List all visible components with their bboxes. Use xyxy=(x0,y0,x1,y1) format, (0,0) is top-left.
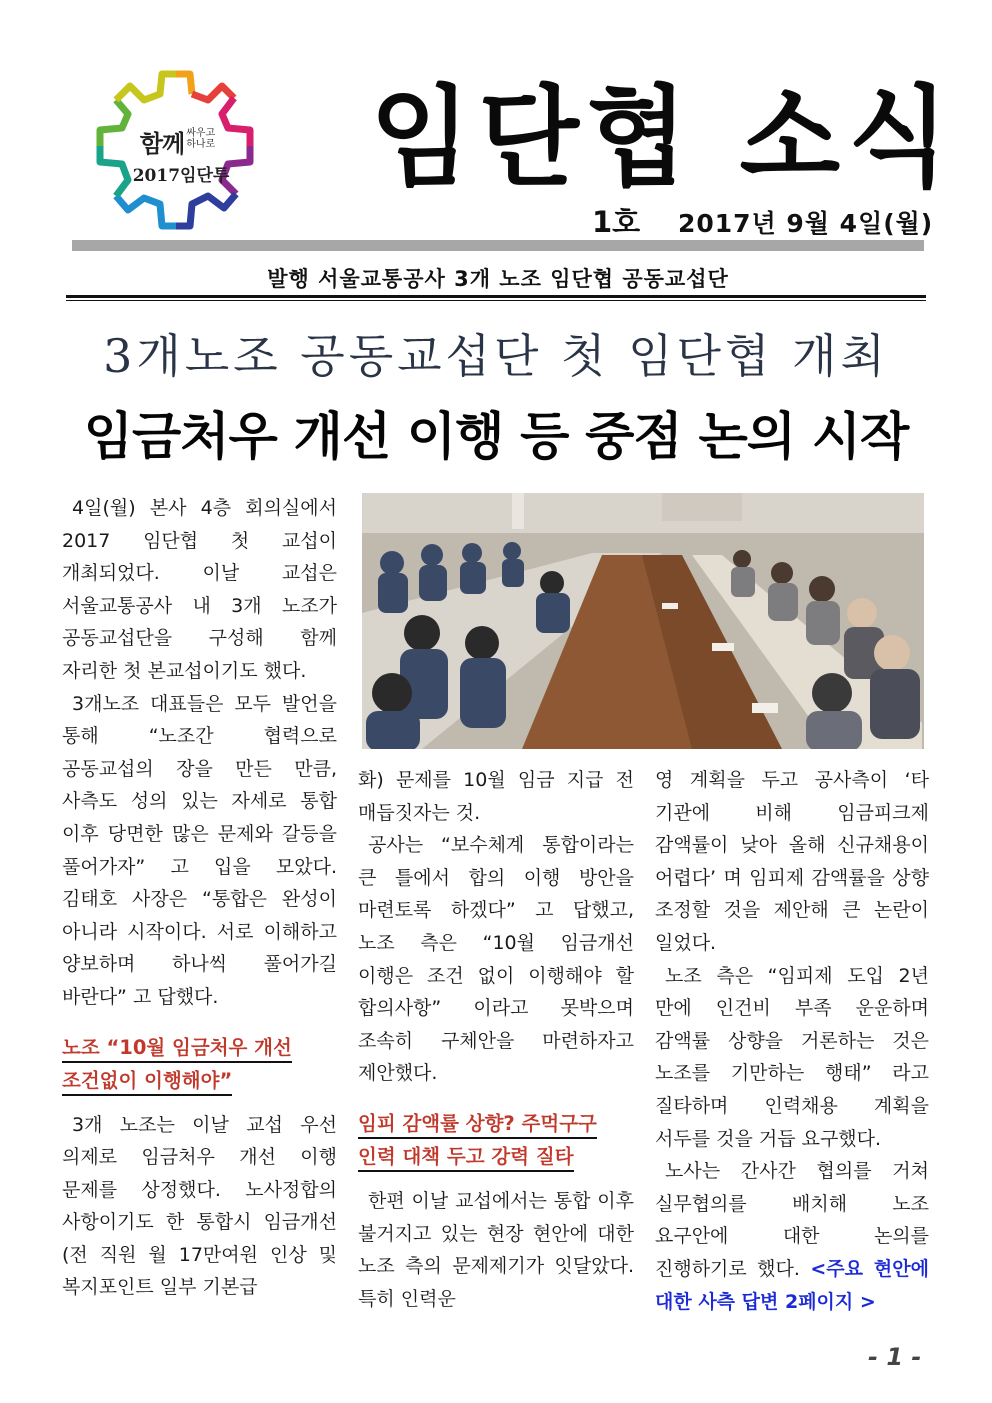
col1-paragraph-2: 3개노조 대표들은 모두 발언을 통해 “노조간 협력으로 공동교섭의 장을 만든 만큼, 사측도 성의 있는 자세로 통합 이후 당면한 많은 문제와 갈등을 풀어가자” 고 입을 모았다. 김태호 사장은 “통합은 완성이 아니라 시작이다. 서로 이해하고 양보하며 하나씩 풀어가길 바란다” 고 답했다. xyxy=(62,692,337,1008)
headline-secondary: 임금처우 개선 이행 등 중점 논의 시작 xyxy=(83,408,909,467)
meeting-photo-image xyxy=(362,493,924,749)
col2-paragraph-1: 화) 문제를 10월 임금 지급 전 매듭짓자는 것. xyxy=(358,769,634,824)
masthead-divider xyxy=(72,240,924,251)
col1-subhead-line-2: 조건없이 이행해야” xyxy=(62,1069,232,1096)
col3-paragraph-1: 영 계획을 두고 공사측이 ‘타 기관에 비해 임금피크제 감액률이 낮아 올해 신규채용이 어렵다’ 며 임피제 감액률을 상향 조정할 것을 제안해 큰 논란이 일었다. xyxy=(655,769,929,954)
publisher-rule-thick xyxy=(66,295,926,298)
union-logo xyxy=(86,64,266,244)
page-2-reference-link[interactable]: <주요 현안에 대한 사측 답변 2페이지 > xyxy=(655,1257,929,1313)
article-column-3 xyxy=(655,764,929,1318)
col2-paragraph-2: 공사는 “보수체계 통합이라는 큰 틀에서 합의 이행 방안을 마련토록 하겠다” 고 답했고, 노조 측은 “10월 임금개선 이행은 조건 없이 이행해야 할 합의사항” 이라고 못박으며 조속히 구체안을 마련하자고 제안했다. xyxy=(358,834,634,1085)
col3-paragraph-3-text: 노사는 간사간 협의를 거쳐 실무협의를 배치해 노조 요구안에 대한 논의를 진행하기로 했다. xyxy=(655,1160,929,1280)
col2-subhead-line-2: 인력 대책 두고 강력 질타 xyxy=(358,1145,574,1172)
headline-primary: 3개노조 공동교섭단 첫 임단협 개최 xyxy=(103,329,889,383)
col1-subhead-line-1: 노조 “10월 임금처우 개선 xyxy=(62,1036,292,1063)
col1-paragraph-1: 4일(월) 본사 4층 회의실에서 2017 임단협 첫 교섭이 개최되었다. 이날 교섭은 서울교통공사 내 3개 노조가 공동교섭단을 구성해 함께 자리한 첫 본교섭이기도 했다. xyxy=(62,497,337,682)
col2-paragraph-3: 한편 이날 교섭에서는 통합 이후 불거지고 있는 현장 현안에 대한 노조 측의 문제제기가 잇달았다. 특히 인력운 xyxy=(358,1189,634,1310)
logo-text xyxy=(126,124,236,186)
issue-date: 2017년 9월 4일(월) xyxy=(678,209,934,238)
logo-year: 2017임단투 xyxy=(132,166,230,186)
publisher-rule-thin xyxy=(66,300,926,301)
meeting-photo xyxy=(362,493,924,749)
col3-paragraph-3 xyxy=(655,1155,929,1318)
logo-slogan-1: 싸우고 xyxy=(186,128,216,139)
col2-subhead xyxy=(358,1107,634,1173)
publisher-line: 발행 서울교통공사 3개 노조 임단협 공동교섭단 xyxy=(267,267,729,291)
logo-slogan xyxy=(186,128,222,150)
col1-paragraph-3: 3개 노조는 이날 교섭 우선 의제로 임금처우 개선 이행 문제를 상정했다. 노사정합의 사항이기도 한 통합시 임금개선(전 직원 월 17만여원 인상 및 복지포인트 일부 기본급 xyxy=(62,1113,337,1299)
issue-number: 1호 xyxy=(592,205,641,239)
article-column-1 xyxy=(62,492,337,1304)
col1-subhead xyxy=(62,1031,337,1097)
page-number: - 1 - xyxy=(868,1343,922,1371)
logo-hamkke: 함께 xyxy=(139,129,185,158)
article-column-2 xyxy=(358,764,634,1315)
masthead-title: 임단협 소식 xyxy=(370,73,957,202)
col3-paragraph-2: 노조 측은 “임피제 도입 2년 만에 인건비 부족 운운하며 감액률 상향을 거론하는 것은 노조를 기만하는 행태” 라고 질타하며 인력채용 계획을 서두를 것을 거듭 요구했다. xyxy=(655,964,929,1150)
col2-subhead-line-1: 임피 감액률 상향? 주먹구구 xyxy=(358,1112,597,1139)
logo-slogan-2: 하나로 xyxy=(186,139,216,150)
